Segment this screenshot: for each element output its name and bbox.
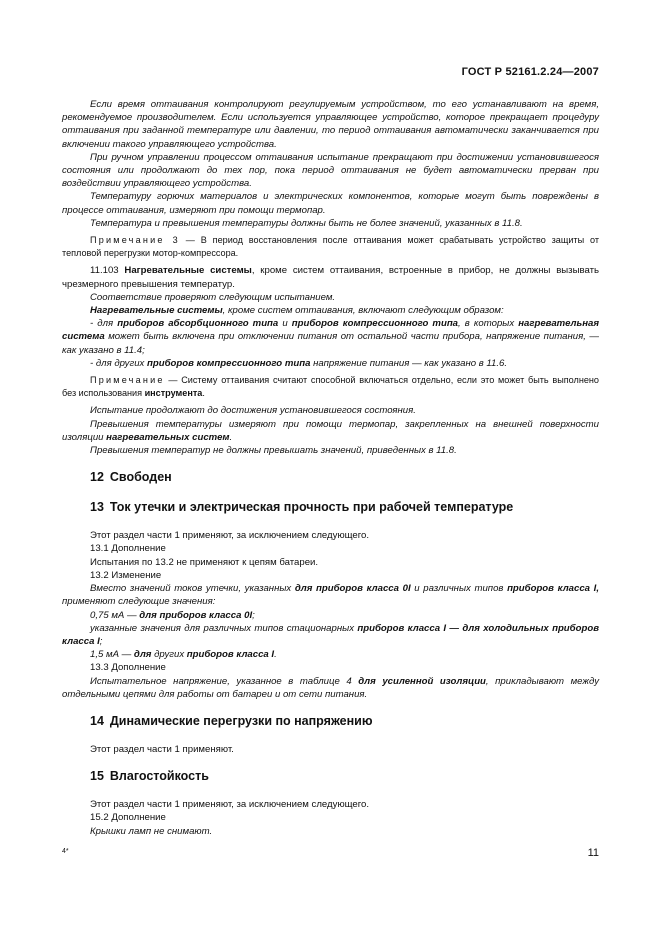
- section-title: Динамические перегрузки по напряжению: [109, 713, 373, 728]
- clause-11-103: [62, 264, 599, 290]
- text: ;: [99, 635, 103, 647]
- term: Нагревательные системы: [124, 265, 252, 277]
- text: , кроме систем оттаивания, включают следующим образом:: [222, 305, 504, 317]
- subclause: 13.3 Дополнение: [90, 662, 166, 674]
- section-heading-14: [90, 713, 599, 729]
- paragraph: Температуру горючих материалов и электрических компонентов, которые могут быть повреждены в процессе оттаивания, измеряют при помощи термопар.: [62, 191, 599, 216]
- section-title: Влагостойкость: [109, 769, 209, 784]
- paragraph: Температура и превышения температуры должны быть не более значений, указанных в 11.8.: [90, 217, 523, 229]
- term: приборов класса I — для холодильных приборов класса I: [62, 622, 599, 647]
- section-heading-12: [90, 469, 599, 485]
- paragraph: [62, 582, 599, 608]
- subclause: 13.1 Дополнение: [90, 543, 166, 555]
- term: приборов класса I,: [507, 583, 599, 595]
- paragraph: [62, 648, 599, 661]
- section-title: Свободен: [109, 470, 172, 485]
- paragraph: Если время оттаивания контролируют регулируемым устройством, то его устанавливают на время, рекомендуемое производителем. Если используется управляющее устройство, которое прекращает процедуру оттаивания при заданной температуре или давлении, то период оттаивания автоматически заканчивается при включении такого управляющего устройства.: [62, 99, 599, 150]
- section-number: 14: [90, 713, 104, 728]
- term: для: [133, 649, 152, 661]
- term: приборов класса I: [186, 649, 275, 661]
- page-content: [62, 98, 599, 838]
- term: для приборов класса 0I: [294, 583, 411, 595]
- note-3: [62, 234, 599, 260]
- paragraph: Крышки ламп не снимают.: [90, 825, 213, 837]
- term: нагревательных систем: [106, 431, 230, 443]
- text: Превышения температуры измеряют при помощи термопар, закрепленных на внешней поверхности изоляции: [62, 418, 599, 443]
- paragraph: Испытание продолжают до достижения установившегося состояния.: [90, 405, 416, 417]
- term: для приборов класса 0I: [139, 609, 253, 621]
- text: и: [278, 318, 292, 330]
- paragraph: Превышения температур не должны превышать значений, приведенных в 11.8.: [90, 445, 457, 457]
- text: .: [229, 431, 233, 443]
- text: - для других: [90, 357, 148, 369]
- text: указанные значения для различных типов стационарных: [90, 622, 358, 634]
- note-text: — В период восстановления после оттаивания может срабатывать устройство защиты от тепловой перегрузки мотор-компрессора.: [62, 235, 599, 259]
- paragraph: Испытания по 13.2 не применяют к цепям батареи.: [90, 556, 319, 568]
- section-heading-15: [90, 768, 599, 784]
- term: приборов компрессионного типа: [147, 357, 311, 369]
- paragraph: Этот раздел части 1 применяют, за исключением следующего.: [90, 530, 370, 542]
- paragraph: [62, 609, 599, 622]
- note-label: Примечание 3: [90, 235, 180, 246]
- paragraph: При ручном управлении процессом оттаивания испытание прекращают при достижении установившегося состояния или продолжают до тех пор, пока период оттаивания не будет автоматически прерван при воздействии управляющего устройства.: [62, 151, 599, 190]
- text: других: [151, 649, 187, 661]
- section-number: 15: [90, 769, 104, 784]
- term: приборов компрессионного типа: [291, 318, 459, 330]
- section-number: 13: [90, 500, 104, 515]
- text: напряжение питания — как указано в 11.6.: [310, 357, 508, 369]
- term: Нагревательные системы: [90, 305, 223, 317]
- document-id-header: ГОСТ Р 52161.2.24—2007: [461, 66, 599, 78]
- text: применяют следующие значения:: [62, 596, 216, 608]
- paragraph: [62, 418, 599, 444]
- term: инструмента: [144, 388, 203, 399]
- subclause: 15.2 Дополнение: [90, 812, 166, 824]
- note: [62, 374, 599, 400]
- text: Испытательное напряжение, указанное в таблице 4: [90, 675, 359, 687]
- text: и различных типов: [410, 583, 508, 595]
- note-text: — Систему оттаивания считают способной включаться отдельно, если это может быть выполнено без использования: [62, 375, 599, 399]
- page-number: 11: [587, 847, 599, 859]
- text: 0,75 мА —: [90, 609, 140, 621]
- term: нагревательная система: [62, 318, 599, 343]
- text: - для: [90, 318, 118, 330]
- section-title: Ток утечки и электрическая прочность при рабочей температуре: [109, 500, 514, 515]
- note-label: Примечание: [90, 375, 165, 386]
- text: , в которых: [458, 318, 519, 330]
- text: .: [202, 388, 205, 399]
- paragraph: Этот раздел части 1 применяют, за исключением следующего.: [90, 799, 370, 811]
- paragraph: Этот раздел части 1 применяют.: [90, 743, 234, 755]
- section-number: 12: [90, 470, 104, 485]
- text: .: [274, 649, 277, 661]
- subclause: 13.2 Изменение: [90, 569, 162, 581]
- list-item: [62, 317, 599, 357]
- clause-number: 11.103: [90, 265, 125, 277]
- clause-text: , кроме систем оттаивания, встроенные в прибор, не должны вызывать чрезмерного превышения температур.: [62, 265, 599, 290]
- term: приборов абсорбционного типа: [117, 318, 279, 330]
- list-item: [62, 357, 599, 370]
- paragraph: [62, 622, 599, 648]
- paragraph: Соответствие проверяют следующим испытанием.: [90, 291, 336, 303]
- paragraph: [62, 304, 599, 317]
- text: может быть включена при отключении питания от остальной части прибора, напряжение питания, — как указано в 11.4;: [62, 331, 599, 356]
- text: 1,5 мА —: [90, 649, 134, 661]
- text: Вместо значений токов утечки, указанных: [90, 583, 295, 595]
- section-heading-13: [90, 499, 599, 515]
- paragraph: [62, 675, 599, 701]
- term: для усиленной изоляции: [358, 675, 486, 687]
- text: ;: [252, 609, 255, 621]
- signature-mark: 4*: [62, 848, 69, 855]
- text: , прикладывают между отдельными цепями для работы от батареи и от сети питания.: [62, 675, 599, 700]
